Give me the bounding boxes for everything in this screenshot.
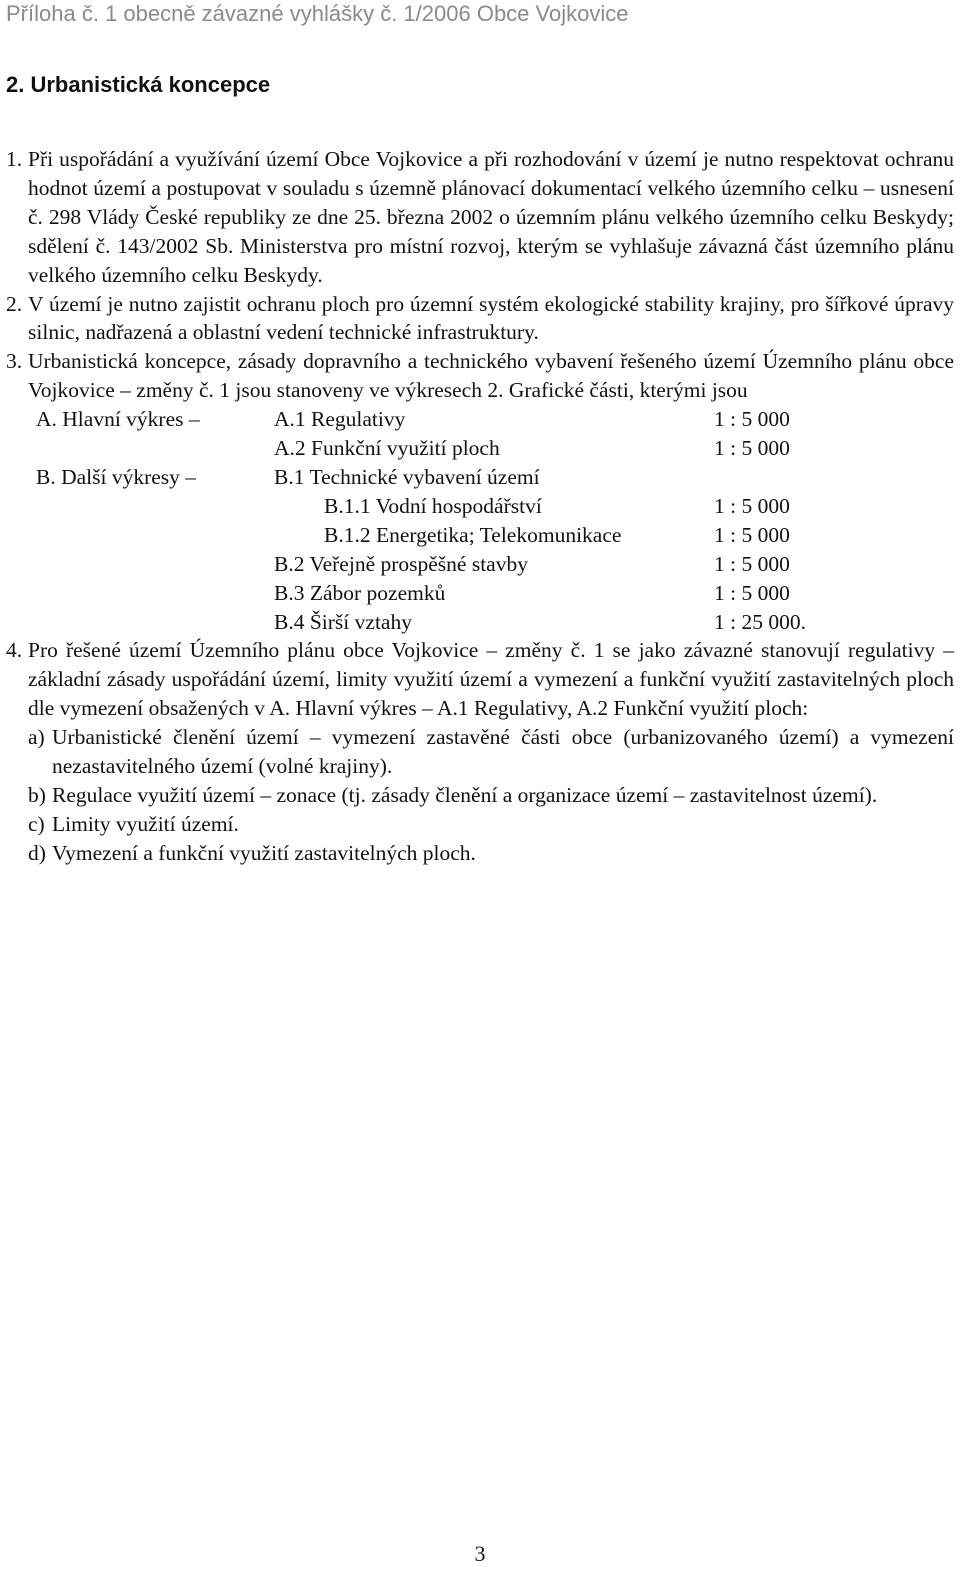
paragraph-4	[6, 636, 954, 723]
drawing-row	[36, 434, 854, 463]
paragraph-number: 1.	[6, 147, 23, 171]
paragraph-2	[6, 290, 954, 348]
drawing-group: B. Další výkresy –	[36, 464, 197, 489]
drawing-row	[36, 405, 854, 434]
drawing-item: B.1.2 Energetika; Telekomunikace	[324, 522, 622, 547]
section-heading: 2. Urbanistická koncepce	[6, 72, 271, 97]
document-header: Příloha č. 1 obecně závazné vyhlášky č. 1/2006 Obce Vojkovice	[6, 1, 629, 26]
subitem-d	[6, 839, 954, 868]
subitem-text: Urbanistické členění území – vymezení zastavěné části obce (urbanizovaného území) a vymezení nezastavitelného území (volné krajiny).	[52, 725, 954, 779]
subitem-text: Vymezení a funkční využití zastavitelných ploch.	[52, 840, 476, 865]
drawing-scale: 1 : 25 000.	[714, 609, 806, 634]
subitem-b	[6, 781, 954, 810]
paragraph-number: 3.	[6, 349, 23, 374]
drawing-group	[36, 579, 274, 608]
drawing-scale: 1 : 5 000	[714, 407, 790, 432]
paragraph-1	[6, 145, 954, 290]
drawing-scale: 1 : 5 000	[714, 522, 790, 547]
subitem-text: Limity využití území.	[52, 811, 239, 836]
drawing-scale: 1 : 5 000	[714, 551, 790, 576]
drawing-item: A.1 Regulativy	[274, 407, 406, 432]
drawing-scale	[714, 463, 854, 492]
drawing-item: B.4 Širší vztahy	[274, 609, 412, 634]
drawing-item: B.2 Veřejně prospěšné stavby	[274, 551, 528, 576]
drawing-item: B.1 Technické vybavení území	[274, 464, 540, 489]
drawing-group	[36, 521, 274, 550]
drawing-item-cell	[274, 521, 714, 550]
paragraph-text: V území je nutno zajistit ochranu ploch pro územní systém ekologické stability krajiny, pro šířkové úpravy silnic, nadřazená a oblastní vedení technické infrastruktury.	[28, 291, 954, 345]
page-number: 3	[474, 1541, 486, 1566]
subitem-c	[6, 810, 954, 839]
subitem-text: Regulace využití území – zonace (tj. zásady členění a organizace území – zastavitelnost území).	[52, 782, 878, 807]
drawing-row	[36, 521, 854, 550]
drawing-group	[36, 550, 274, 579]
paragraph-number: 2.	[6, 291, 23, 316]
document-body	[6, 145, 954, 868]
paragraph-text: Pro řešené území Územního plánu obce Vojkovice – změny č. 1 se jako závazné stanovují regulativy – základní zásady uspořádání území, limity využití území a vymezení a funkční využití zastavitelných ploch dle vymezení obsažených v A. Hlavní výkres – A.1 Regulativy, A.2 Funkční využití ploch:	[28, 638, 954, 721]
subitem-label: b)	[28, 782, 46, 807]
drawing-item: B.1.1 Vodní hospodářství	[324, 493, 542, 518]
drawing-row	[36, 492, 854, 521]
paragraph-text: Urbanistická koncepce, zásady dopravního a technického vybavení řešeného území Územního plánu obce Vojkovice – změny č. 1 jsou stanoveny ve výkresech 2. Grafické části, kterými jsou	[28, 349, 954, 403]
drawing-item-cell	[274, 492, 714, 521]
drawing-scale: 1 : 5 000	[714, 580, 790, 605]
paragraph-3	[6, 347, 954, 405]
subitem-label: a)	[28, 725, 45, 750]
drawing-scale: 1 : 5 000	[714, 436, 790, 461]
drawing-group	[36, 608, 274, 637]
subitem-label: d)	[28, 840, 46, 865]
drawing-row	[36, 608, 854, 637]
drawing-item: B.3 Zábor pozemků	[274, 580, 446, 605]
drawing-row	[36, 463, 854, 492]
drawing-item: A.2 Funkční využití ploch	[274, 436, 500, 461]
drawing-row	[36, 550, 854, 579]
subitem-label: c)	[28, 811, 45, 836]
drawing-group: A. Hlavní výkres –	[36, 407, 200, 432]
drawings-table	[36, 405, 854, 636]
drawing-group	[36, 492, 274, 521]
paragraph-text: Při uspořádání a využívání území Obce Vojkovice a při rozhodování v území je nutno respektovat ochranu hodnot území a postupovat v souladu s územně plánovací dokumentací velkého územního celku – usnesení č. 298 Vlády České republiky ze dne 25. března 2002 o územním plánu velkého územního celku Beskydy; sdělení č. 143/2002 Sb. Ministerstva pro místní rozvoj, kterým se vyhlašuje závazná část územního plánu velkého územního celku Beskydy.	[28, 147, 954, 287]
paragraph-number: 4.	[6, 638, 23, 663]
subitem-a	[6, 723, 954, 781]
drawing-scale: 1 : 5 000	[714, 493, 790, 518]
drawing-group	[36, 434, 274, 463]
drawing-row	[36, 579, 854, 608]
